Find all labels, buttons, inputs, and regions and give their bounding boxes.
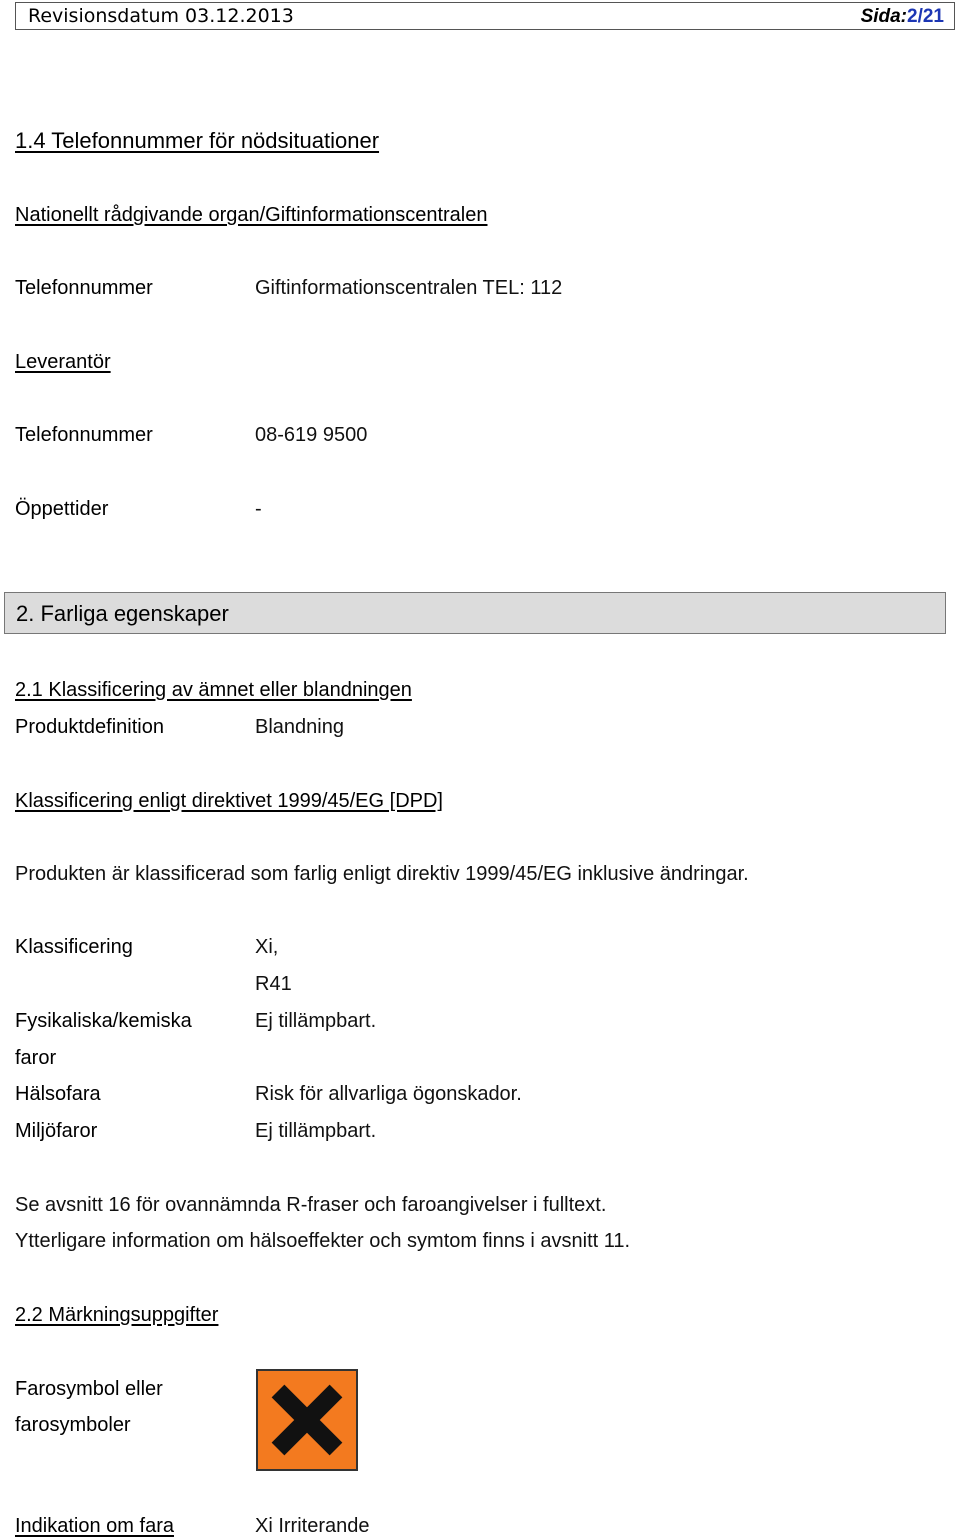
page-indicator [861, 6, 944, 28]
section-1-4-title: 1.4 Telefonnummer för nödsituationer [15, 128, 380, 153]
note-r-phrases: Se avsnitt 16 för ovannämnda R-fraser och faroangivelser i fulltext. [15, 1194, 607, 1216]
phone-value: Giftinformationscentralen TEL: 112 [255, 277, 563, 299]
section-2-2-title: 2.2 Märkningsuppgifter [15, 1304, 219, 1326]
physical-hazards-label-line1: Fysikaliska/kemiska [15, 1010, 192, 1032]
section-2-1-title: 2.1 Klassificering av ämnet eller blandningen [15, 679, 412, 701]
environment-hazard-label: Miljöfaror [15, 1120, 98, 1142]
phone-label: Telefonnummer [15, 277, 153, 299]
supplier-heading: Leverantör [15, 351, 111, 373]
section-2-title: 2. Farliga egenskaper [16, 601, 229, 626]
product-definition-label: Produktdefinition [15, 716, 164, 738]
dpd-text: Produkten är klassificerad som farlig enligt direktiv 1999/45/EG inklusive ändringar. [15, 863, 749, 885]
hazard-symbol-label-line2: farosymboler [15, 1414, 131, 1436]
health-hazard-label: Hälsofara [15, 1083, 101, 1105]
hazard-cross-icon [256, 1369, 358, 1471]
revision-date: Revisionsdatum 03.12.2013 [28, 5, 294, 27]
supplier-phone-label: Telefonnummer [15, 424, 153, 446]
hazard-cross-svg [258, 1371, 356, 1469]
hazard-symbol-label-line1: Farosymbol eller [15, 1378, 163, 1400]
page-label: Sida: [860, 6, 908, 27]
dpd-heading: Klassificering enligt direktivet 1999/45/EG [DPD] [15, 790, 443, 812]
product-definition-value: Blandning [255, 716, 344, 738]
header-bar [15, 2, 955, 30]
classification-label: Klassificering [15, 936, 133, 958]
health-hazard-value: Risk för allvarliga ögonskador. [255, 1083, 522, 1105]
opening-hours-value: - [255, 498, 262, 520]
page-number: 2/21 [907, 6, 944, 27]
physical-hazards-label-line2: faror [15, 1047, 57, 1069]
note-health-effects: Ytterligare information om hälsoeffekter och symtom finns i avsnitt 11. [15, 1230, 631, 1252]
hazard-indication-label: Indikation om fara [15, 1515, 174, 1537]
section-2-banner [4, 592, 946, 634]
classification-value-1: Xi, [255, 936, 279, 958]
environment-hazard-value: Ej tillämpbart. [255, 1120, 377, 1142]
physical-hazards-value: Ej tillämpbart. [255, 1010, 377, 1032]
hazard-indication-value: Xi Irriterande [255, 1515, 370, 1537]
opening-hours-label: Öppettider [15, 498, 109, 520]
classification-value-2: R41 [255, 973, 292, 995]
supplier-phone-value: 08-619 9500 [255, 424, 368, 446]
national-body-heading: Nationellt rådgivande organ/Giftinformationscentralen [15, 204, 488, 226]
